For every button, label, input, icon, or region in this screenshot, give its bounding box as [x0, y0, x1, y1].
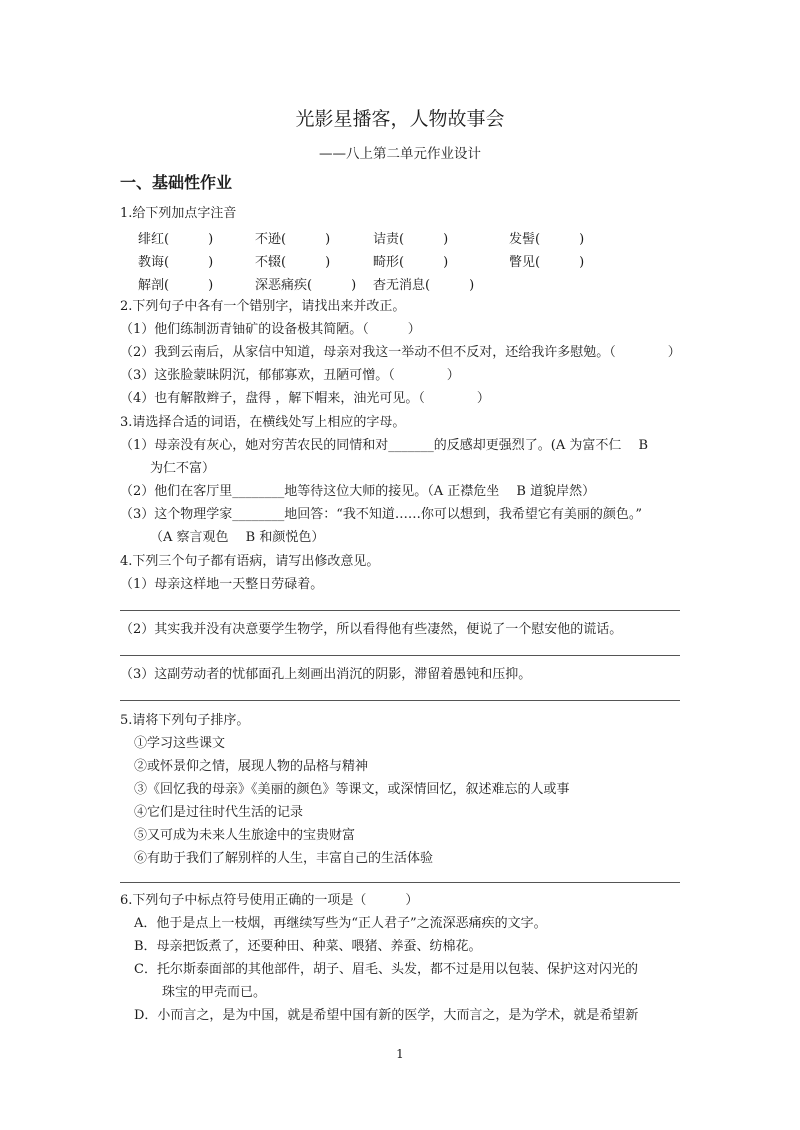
q5-stem: 5.请将下列句子排序。: [120, 713, 250, 728]
section-heading-basic: 一、基础性作业: [120, 173, 233, 192]
q4-item: （3）这副劳动者的忧郁面孔上刻画出消沉的阴影，滞留着愚钝和压抑。: [120, 667, 532, 682]
q3-stem: 3.请选择合适的词语，在横线处写上相应的字母。: [120, 415, 406, 430]
q1-word: 深恶痛疾( ): [255, 278, 357, 293]
q1-word: 瞥见( ): [509, 255, 585, 270]
q5-item: ⑤又可成为未来人生旅途中的宝贵财富: [134, 828, 356, 843]
q4-item: （2）其实我并没有决意要学生物学，所以看得他有些凄然，便说了一个慰安他的谎话。: [120, 622, 623, 637]
answer-line: [120, 655, 680, 656]
q1-word: 杳无消息( ): [373, 278, 475, 293]
page-number: 1: [396, 1047, 404, 1061]
q1-word: 解剖( ): [138, 278, 214, 293]
q1-word: 发髻( ): [509, 232, 585, 247]
q6-option-a: A．他于是点上一枝烟，再继续写些为“正人君子”之流深恶痛疾的文字。: [134, 916, 547, 931]
q2-item: （2）我到云南后，从家信中知道，母亲对我这一举动不但不反对，还给我许多慰勉。（ ）: [120, 345, 681, 360]
answer-line: [120, 882, 680, 883]
q3-item-cont: 为仁不富）: [150, 461, 216, 476]
q6-stem: 6.下列句子中标点符号使用正确的一项是（ ）: [120, 893, 419, 908]
q3-item: （1）母亲没有灰心，她对穷苦农民的同情和对_______的反感却更强烈了。(A 为富不仁 B: [120, 438, 649, 453]
q1-stem: 1.给下列加点字注音: [120, 206, 237, 221]
q2-item: （1）他们练制沥青铀矿的设备极其简陋。（ ）: [120, 322, 421, 337]
q1-word: 不逊( ): [255, 232, 331, 247]
q1-word: 畸形( ): [373, 255, 449, 270]
q5-item: ⑥有助于我们了解别样的人生，丰富自己的生活体验: [134, 851, 434, 866]
q5-item: ①学习这些课文: [134, 736, 226, 751]
q4-stem: 4.下列三个句子都有语病，请写出修改意见。: [120, 554, 380, 569]
q1-word: 诘责( ): [373, 232, 449, 247]
q6-option-c: C．托尔斯泰面部的其他部件，胡子、眉毛、头发，都不过是用以包装、保护这对闪光的: [134, 962, 638, 977]
q2-item: （3）这张脸蒙昧阴沉，郁郁寡欢，丑陋可憎。（ ）: [120, 368, 460, 383]
q1-word: 不辍( ): [255, 255, 331, 270]
q3-item: （2）他们在客厅里________地等待这位大师的接见。（A 正襟危坐 B 道貌岸然）: [120, 484, 596, 499]
q4-item: （1）母亲这样地一天整日劳碌着。: [120, 577, 324, 592]
answer-line: [120, 700, 680, 701]
q6-option-d: D．小而言之，是为中国，就是希望中国有新的医学，大而言之，是为学术，就是希望新: [134, 1008, 639, 1023]
answer-line: [120, 610, 680, 611]
q1-word: 教诲( ): [138, 255, 214, 270]
q5-item: ④它们是过往时代生活的记录: [134, 805, 304, 820]
q3-item-cont: （A 察言观色 B 和颜悦色）: [150, 530, 325, 545]
page-subtitle: ——八上第二单元作业设计: [319, 146, 481, 162]
q3-item: （3）这个物理学家________地回答：“我不知道……你可以想到，我希望它有美丽的颜色。”: [120, 507, 643, 522]
page-title: 光影星播客，人物故事会: [295, 108, 505, 130]
q6-option-b: B．母亲把饭煮了，还要种田、种菜、喂猪、养蚕、纺棉花。: [134, 939, 482, 954]
q2-stem: 2.下列句子中各有一个错别字，请找出来并改正。: [120, 299, 406, 314]
q1-word: 绯红( ): [138, 232, 214, 247]
q2-item: （4）也有解散辫子，盘得 ，解下帽来，油光可见。（ ）: [120, 391, 490, 406]
q5-item: ③《回忆我的母亲》《美丽的颜色》等课文，或深情回忆，叙述难忘的人或事: [134, 782, 570, 797]
q5-item: ②或怀景仰之情，展现人物的品格与精神: [134, 759, 369, 774]
q6-option-c-cont: 珠宝的甲壳而已。: [162, 985, 267, 1000]
